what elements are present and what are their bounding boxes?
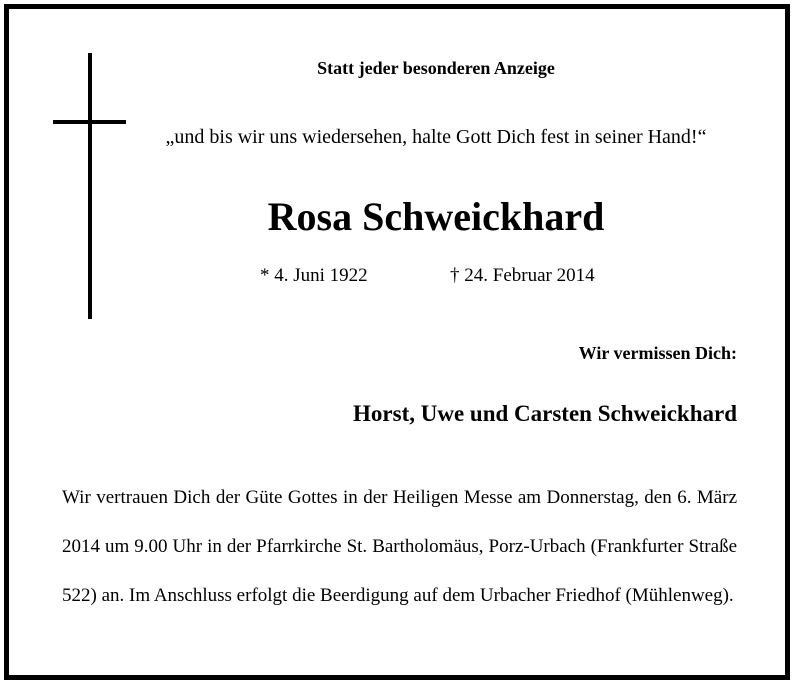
death-date: † 24. Februar 2014 xyxy=(450,265,595,286)
memorial-quote: „und bis wir uns wiedersehen, halte Gott Dich fest in seiner Hand!“ xyxy=(165,126,707,148)
service-details-paragraph: Wir vertrauen Dich der Güte Gottes in der Heiligen Messe am Donnerstag, den 6. März 2014 um 9.00 Uhr in der Pfarrkirche St. Bartholomäus, Porz-Urbach (Frankfurter Straße 522) an. Im Anschluss erfolgt die Beerdigung auf dem Urbacher Friedhof (Mühlenweg). xyxy=(62,487,737,606)
obituary-notice-frame xyxy=(4,4,790,680)
birth-date: * 4. Juni 1922 xyxy=(260,265,368,286)
farewell-line: Wir vermissen Dich: xyxy=(578,343,737,363)
family-names: Horst, Uwe und Carsten Schweickhard xyxy=(353,401,737,426)
cross-icon-vertical-bar xyxy=(88,53,92,319)
deceased-name: Rosa Schweickhard xyxy=(267,194,605,239)
notice-heading: Statt jeder besonderen Anzeige xyxy=(317,58,555,78)
cross-icon-horizontal-bar xyxy=(53,120,126,124)
